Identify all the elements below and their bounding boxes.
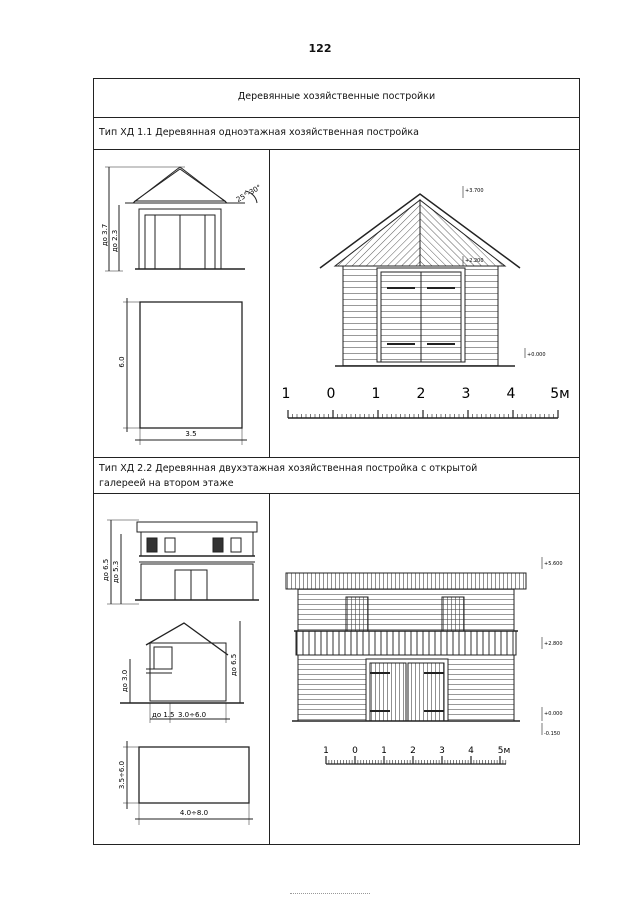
type2-front-dim-total: до 6.5 xyxy=(102,558,110,582)
row-divider xyxy=(93,457,580,458)
scale-label: 3 xyxy=(439,746,445,756)
type2-front-view xyxy=(95,512,270,612)
type2-side-dim-lower: до 3.0 xyxy=(121,669,129,693)
type1-level-ground: +0.000 xyxy=(527,352,546,358)
type1-elevation xyxy=(275,180,575,380)
scale-label: 5м xyxy=(550,386,570,402)
type1-level-top: +3.700 xyxy=(465,188,484,194)
type2-side-dim-total: до 6.5 xyxy=(230,653,238,677)
type1-roof-slope: 25°-30° xyxy=(235,183,263,204)
scale-label: 4 xyxy=(468,746,474,756)
type1-plan-depth: 6.0 xyxy=(118,356,126,368)
type2-plan-width: 4.0÷8.0 xyxy=(179,809,209,817)
row-divider xyxy=(93,149,580,150)
type1-front-dim-total: до 3.7 xyxy=(101,223,109,247)
type1-scale-bar xyxy=(278,380,578,425)
scale-label: 2 xyxy=(416,386,426,402)
type1-plan-width: 3.5 xyxy=(185,430,197,438)
type2-level-top: +5.600 xyxy=(544,561,563,567)
scale-label: 3 xyxy=(461,386,471,402)
table-title: Деревянные хозяйственные постройки xyxy=(237,91,436,102)
type2-side-view xyxy=(110,615,270,725)
type2-level-foot: -0.150 xyxy=(544,731,561,737)
type2-plan-depth: 3.5÷6.0 xyxy=(118,760,126,790)
scale-label: 1 xyxy=(371,386,381,402)
scale-label: 1 xyxy=(323,746,329,756)
type1-level-eave: +2.200 xyxy=(465,258,484,264)
type2-front-dim-wall: до 5.3 xyxy=(112,560,120,584)
scale-label: 5м xyxy=(497,746,511,756)
row-divider xyxy=(93,117,580,118)
type2-level-ground: +0.000 xyxy=(544,711,563,717)
type2-title-line1: Тип ХД 2.2 Деревянная двухэтажная хозяйственная постройка с открытой xyxy=(99,463,478,474)
type1-title: Тип ХД 1.1 Деревянная одноэтажная хозяйственная постройка xyxy=(99,127,419,138)
type2-side-dim-bottom-a: до 1.5 xyxy=(152,711,175,719)
scan-artifact xyxy=(290,893,370,897)
type2-title-line2: галереей на втором этаже xyxy=(99,478,234,489)
scale-label: 1 xyxy=(381,746,387,756)
type2-elevation xyxy=(280,555,580,745)
type1-plan xyxy=(95,290,270,450)
scale-label: 0 xyxy=(326,386,336,402)
scale-label: 0 xyxy=(352,746,358,756)
type2-plan xyxy=(95,735,270,830)
type1-front-view xyxy=(95,155,270,285)
scale-label: 1 xyxy=(281,386,291,402)
page-number: 122 xyxy=(308,42,332,55)
type2-scale-bar xyxy=(320,742,520,772)
scale-label: 4 xyxy=(506,386,516,402)
type1-front-dim-wall: до 2.3 xyxy=(111,229,119,253)
type2-side-dim-bottom-b: 3.0÷6.0 xyxy=(178,711,207,719)
row-divider xyxy=(93,493,580,494)
type2-level-mid: +2.800 xyxy=(544,641,563,647)
scale-label: 2 xyxy=(410,746,416,756)
